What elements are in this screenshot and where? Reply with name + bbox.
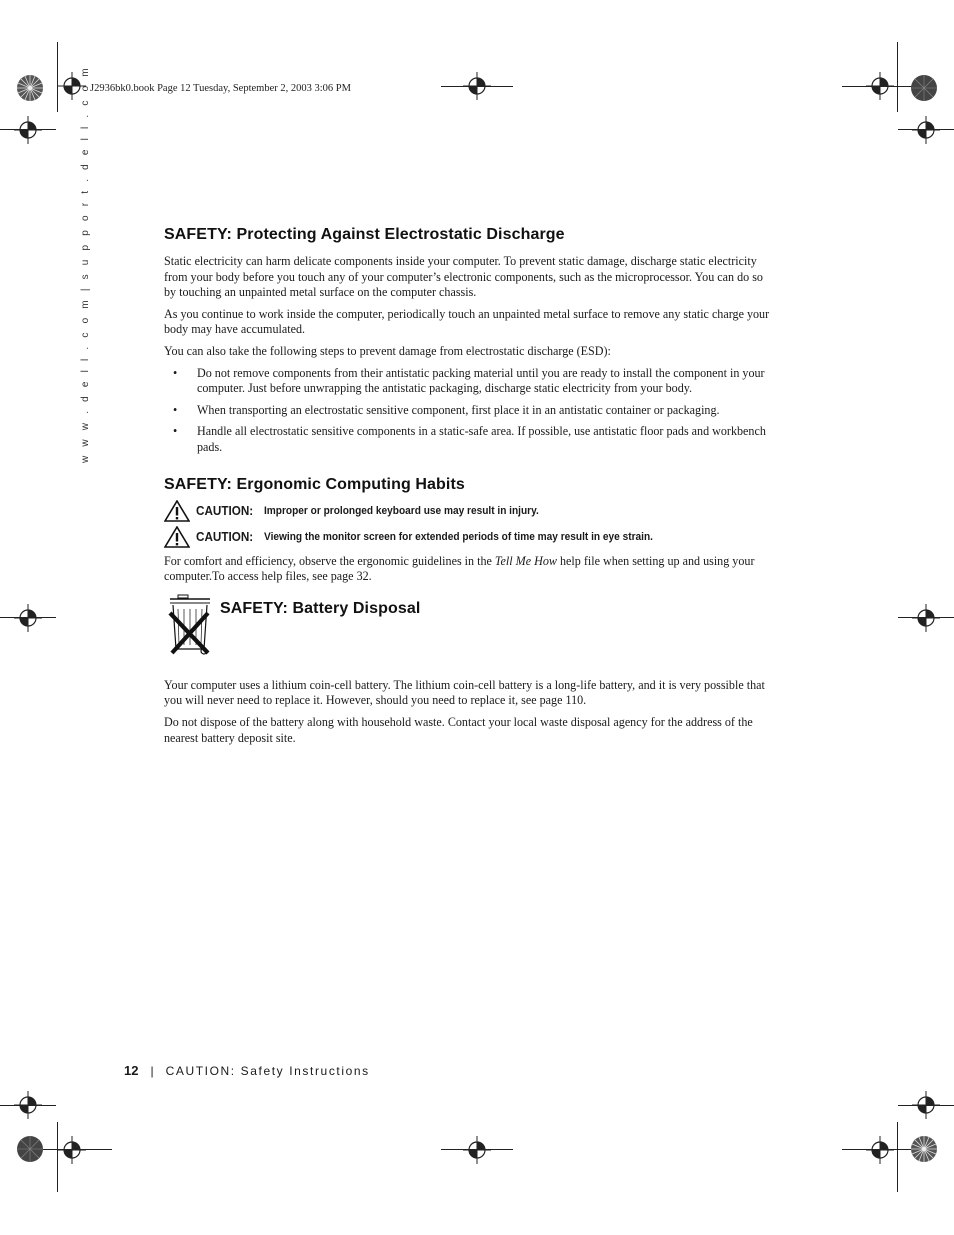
esd-bullet-list <box>164 366 776 456</box>
battery-heading: SAFETY: Battery Disposal <box>220 599 421 617</box>
esd-paragraph-1: Static electricity can harm delicate components inside your computer. To prevent static damage, discharge static electricity from your body before you touch any of your computer’s electronic components, such as the microprocessor. You can do so by touching an unpainted metal surface on the computer chassis. <box>164 254 763 300</box>
registration-mark-icon <box>866 72 894 100</box>
caution-note <box>164 526 776 548</box>
sidebar-url: w w w . d e l l . c o m | s u p p o r t . d e l l . c o m <box>80 65 91 463</box>
caution-note <box>164 500 776 522</box>
esd-paragraph-3: You can also take the following steps to prevent damage from electrostatic discharge (ESD): <box>164 343 611 358</box>
registration-mark-icon <box>14 1091 42 1119</box>
registration-mark-icon <box>58 1136 86 1164</box>
list-item: • Handle all electrostatic sensitive components in a static-safe area. If possible, use antistatic floor pads and workbench pads. <box>173 424 766 454</box>
registration-mark-icon <box>912 1091 940 1119</box>
esd-heading: SAFETY: Protecting Against Electrostatic Discharge <box>164 226 565 243</box>
registration-mark-icon <box>912 116 940 144</box>
esd-paragraph-2: As you continue to work inside the computer, periodically touch an unpainted metal surface to remove any static charge your body may have accumulated. <box>164 306 770 337</box>
battery-heading-row <box>164 599 776 659</box>
caution-triangle-icon <box>164 526 190 548</box>
print-header: J2936bk0.book Page 12 Tuesday, September 2, 2003 3:06 PM <box>90 83 351 94</box>
caution-text: Improper or prolonged keyboard use may result in injury. <box>263 504 539 517</box>
crossed-bin-icon <box>164 593 216 659</box>
caution-label: CAUTION: <box>196 529 254 545</box>
footer-separator: | <box>150 1063 154 1078</box>
registration-mark-icon <box>912 604 940 632</box>
ergonomic-paragraph: For comfort and efficiency, observe the ergonomic guidelines in the Tell Me How help file when setting up and using your computer.To access help files, see page 32. <box>164 553 755 584</box>
footer-section-title: CAUTION: Safety Instructions <box>165 1063 370 1078</box>
ergonomic-heading: SAFETY: Ergonomic Computing Habits <box>164 475 465 493</box>
help-file-name: Tell Me How <box>494 553 557 568</box>
list-item: • Do not remove components from their antistatic packing material until you are ready to install the component in your computer. Just before unwrapping the antistatic packaging, discharge static electricity from your body. <box>173 365 765 396</box>
list-item: • When transporting an electrostatic sensitive component, first place it in an antistatic container or packaging. <box>173 402 720 417</box>
color-target-icon <box>16 74 44 102</box>
page-footer <box>124 1063 370 1078</box>
registration-mark-icon <box>463 72 491 100</box>
caution-label: CAUTION: <box>196 503 254 519</box>
main-content <box>164 226 776 746</box>
registration-mark-icon <box>463 1136 491 1164</box>
color-target-icon <box>910 1135 938 1163</box>
registration-mark-icon <box>866 1136 894 1164</box>
registration-mark-icon <box>14 604 42 632</box>
caution-triangle-icon <box>164 500 190 522</box>
battery-paragraph-1: Your computer uses a lithium coin-cell battery. The lithium coin-cell battery is a long-life battery, and it is very possible that you will never need to replace it. However, should you need to replace it, see page 110. <box>164 677 765 708</box>
caution-text: Viewing the monitor screen for extended periods of time may result in eye strain. <box>263 530 653 543</box>
page-number: 12 <box>124 1063 139 1078</box>
color-target-icon <box>910 74 938 102</box>
registration-mark-icon <box>14 116 42 144</box>
color-target-icon <box>16 1135 44 1163</box>
battery-paragraph-2: Do not dispose of the battery along with household waste. Contact your local waste disposal agency for the address of the nearest battery deposit site. <box>164 714 753 745</box>
